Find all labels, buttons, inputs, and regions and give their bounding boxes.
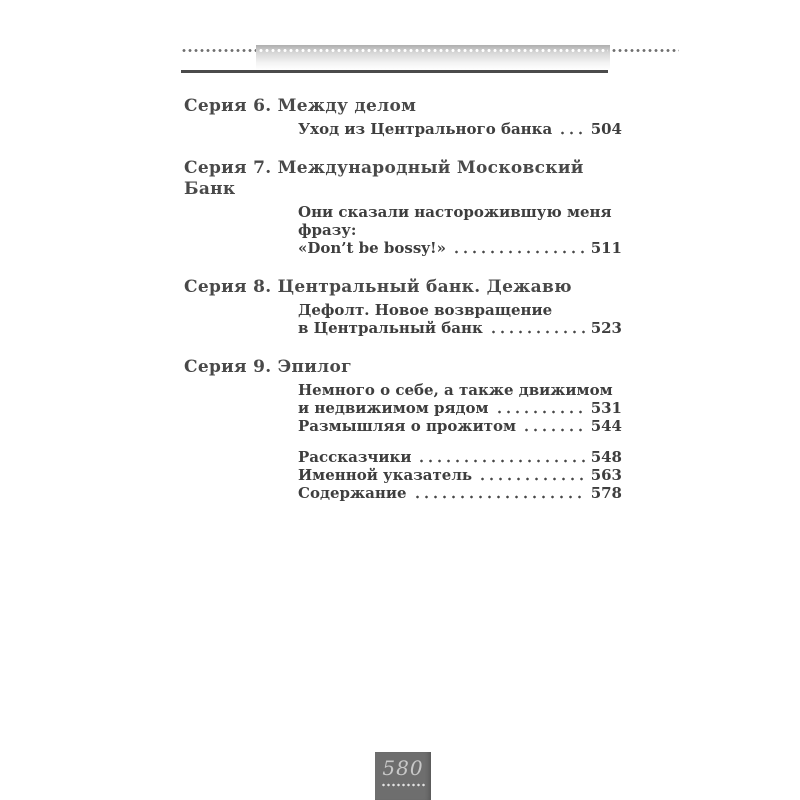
table-of-contents	[184, 96, 622, 502]
dot-leader	[417, 459, 585, 463]
toc-entry-row	[298, 399, 622, 417]
entry-title: Именной указатель	[298, 466, 473, 484]
back-matter-row	[298, 466, 622, 484]
toc-entry	[298, 203, 622, 257]
toc-entry	[298, 120, 622, 138]
entry-title: в Центральный банк	[298, 319, 483, 337]
header-dotted-line-center	[258, 48, 608, 53]
entry-title: Содержание	[298, 484, 407, 502]
entry-title-line: Они сказали насторожившую меня фразу:	[298, 203, 612, 239]
entry-page-number: 523	[590, 319, 622, 337]
toc-entry-row	[298, 239, 622, 257]
header-rule	[181, 70, 608, 73]
entry-page-number: 548	[590, 448, 622, 466]
section-entries	[298, 301, 622, 337]
dot-leader	[495, 410, 586, 414]
entry-page-number: 544	[590, 417, 622, 435]
dot-leader	[413, 495, 586, 499]
dot-leader	[478, 477, 586, 481]
section-heading: Серия 9. Эпилог	[184, 357, 352, 377]
toc-entry-row	[298, 120, 622, 138]
toc-section-9	[184, 357, 622, 435]
toc-entry-row	[298, 319, 622, 337]
toc-entry	[298, 301, 622, 337]
dot-leader	[452, 250, 586, 254]
footer-page-tab	[375, 752, 431, 800]
toc-entry	[298, 417, 622, 435]
section-entries	[298, 120, 622, 138]
entry-page-number: 504	[590, 120, 622, 138]
section-entries	[298, 381, 622, 435]
entry-title: Рассказчики	[298, 448, 412, 466]
back-matter-list	[298, 448, 622, 502]
entry-page-number: 563	[590, 466, 622, 484]
header-dotted-line-right	[611, 48, 679, 53]
entry-page-number: 511	[590, 239, 622, 257]
back-matter-row	[298, 448, 622, 466]
footer-page-number: 580	[382, 756, 424, 780]
entry-page-number: 531	[590, 399, 622, 417]
toc-entry-row	[298, 417, 622, 435]
entry-page-number: 578	[590, 484, 622, 502]
toc-section-7	[184, 158, 622, 257]
dot-leader	[522, 428, 586, 432]
toc-entry	[298, 381, 622, 417]
section-heading: Серия 8. Центральный банк. Дежавю	[184, 277, 572, 297]
entry-title: и недвижимом рядом	[298, 399, 489, 417]
entry-title: Уход из Центрального банка	[298, 120, 553, 138]
toc-section-6	[184, 96, 622, 138]
entry-title-line: Немного о себе, а также движимом	[298, 381, 613, 399]
header-dotted-line-left	[181, 48, 256, 53]
toc-section-8	[184, 277, 622, 337]
entry-title-line: Дефолт. Новое возвращение	[298, 301, 553, 319]
footer-dotted-ornament	[381, 783, 426, 787]
section-heading: Серия 7. Международный Московский Банк	[184, 158, 584, 199]
back-matter-row	[298, 484, 622, 502]
section-entries	[298, 203, 622, 257]
dot-leader	[489, 330, 586, 334]
section-heading: Серия 6. Между делом	[184, 96, 417, 116]
entry-title: Размышляя о прожитом	[298, 417, 517, 435]
dot-leader	[558, 131, 585, 135]
entry-title: «Don’t be bossy!»	[298, 239, 446, 257]
